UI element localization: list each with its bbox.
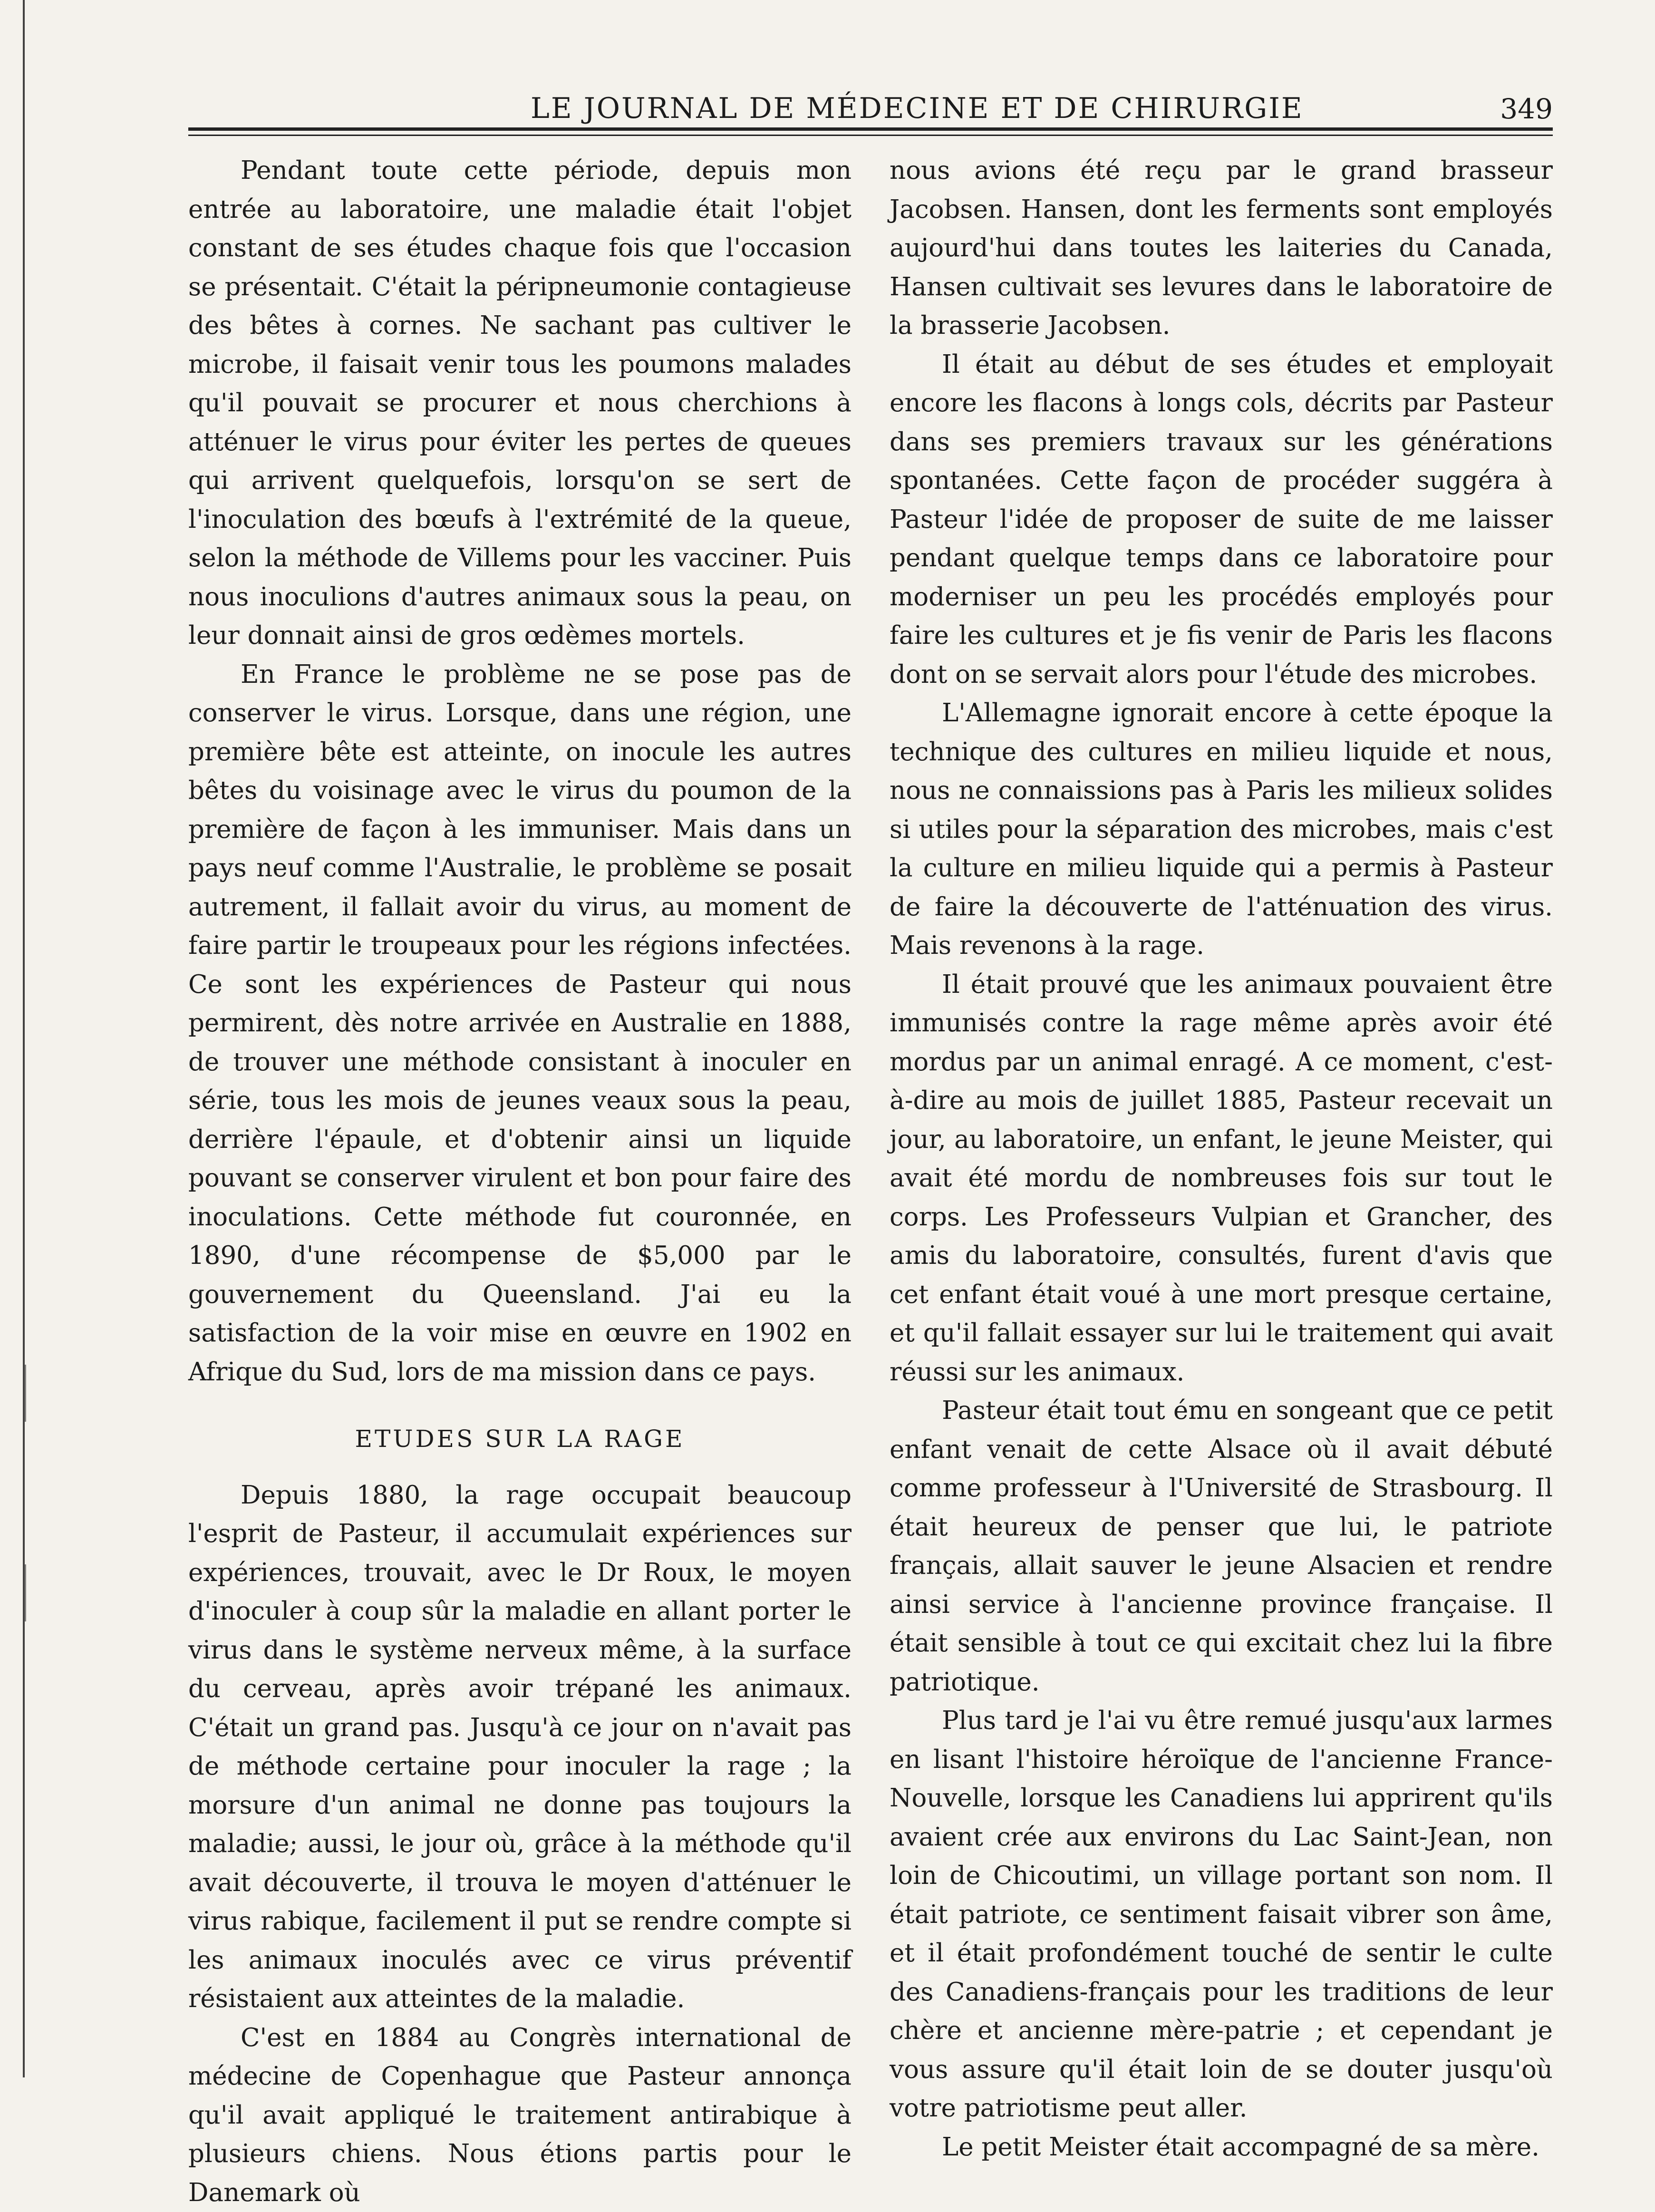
- paragraph: L'Allemagne ignorait encore à cette époque la technique des cultures en milieu liquide et nous, nous ne connaissions pas à Paris les milieux solides si utiles pour la séparation des microbes, mais c'est la culture en milieu liquide qui a permis à Pasteur de faire la découverte de l'atténuation des virus. Mais revenons à la rage.: [890, 694, 1553, 965]
- header-rule: [188, 127, 1553, 131]
- paragraph: Il était prouvé que les animaux pouvaient être immunisés contre la rage même après avoir été mordus par un animal enragé. A ce moment, c'est-à-dire au mois de juillet 1885, Pasteur recevait un jour, au laboratoire, un enfant, le jeune Meister, qui avait été mordu de nombreuses fois sur tout le corps. Les Professeurs Vulpian et Grancher, des amis du laboratoire, consultés, furent d'avis que cet enfant était voué à une mort presque certaine, et qu'il fallait essayer sur lui le traitement qui avait réussi sur les animaux.: [890, 965, 1553, 1392]
- margin-mark: [10, 1564, 26, 1621]
- running-header: [188, 88, 1553, 131]
- paragraph: nous avions été reçu par le grand brasseur Jacobsen. Hansen, dont les ferments sont employés aujourd'hui dans toutes les laiteries du Canada, Hansen cultivait ses levures dans le laboratoire de la brasserie Jacobsen.: [890, 151, 1553, 345]
- right-column: [890, 151, 1553, 2166]
- margin-mark: [10, 1365, 26, 1422]
- left-margin-rule: [23, 0, 25, 2077]
- paragraph: Pasteur était tout ému en songeant que ce petit enfant venait de cette Alsace où il avait débuté comme professeur à l'Université de Strasbourg. Il était heureux de penser que lui, le patriote français, allait sauver le jeune Alsacien et rendre ainsi service à l'ancienne province française. Il était sensible à tout ce qui excitait chez lui la fibre patriotique.: [890, 1391, 1553, 1701]
- page-number: 349: [1500, 93, 1553, 125]
- journal-title: LE JOURNAL DE MÉDECINE ET DE CHIRURGIE: [531, 92, 1304, 125]
- paragraph: Plus tard je l'ai vu être remué jusqu'aux larmes en lisant l'histoire héroïque de l'ancienne France-Nouvelle, lorsque les Canadiens lui apprirent qu'ils avaient crée aux environs du Lac Saint-Jean, non loin de Chicoutimi, un village portant son nom. Il était patriote, ce sentiment faisait vibrer son âme, et il était profondément touché de sentir le culte des Canadiens-français pour les traditions de leur chère et ancienne mère-patrie ; et cependant je vous assure qu'il était loin de se douter jusqu'où votre patriotisme peut aller.: [890, 1701, 1553, 2128]
- paragraph: Le petit Meister était accompagné de sa mère.: [890, 2128, 1553, 2167]
- paragraph: Pendant toute cette période, depuis mon entrée au laboratoire, une maladie était l'objet constant de ses études chaque fois que l'occasion se présentait. C'était la péripneumonie contagieuse des bêtes à cornes. Ne sachant pas cultiver le microbe, il faisait venir tous les poumons malades qu'il pouvait se procurer et nous cherchions à atténuer le virus pour éviter les pertes de queues qui arrivent quelquefois, lorsqu'on se sert de l'inoculation des bœufs à l'extrémité de la queue, selon la méthode de Villems pour les vacciner. Puis nous inoculions d'autres animaux sous la peau, on leur donnait ainsi de gros œdèmes mortels.: [188, 151, 852, 655]
- paragraph: C'est en 1884 au Congrès international de médecine de Copenhague que Pasteur annonça qu'il avait appliqué le traitement antirabique à plusieurs chiens. Nous étions partis pour le Danemark où: [188, 2018, 852, 2212]
- section-heading: ETUDES SUR LA RAGE: [188, 1420, 852, 1459]
- left-column: [188, 151, 852, 2212]
- paragraph: Depuis 1880, la rage occupait beaucoup l'esprit de Pasteur, il accumulait expériences sur expériences, trouvait, avec le Dr Roux, le moyen d'inoculer à coup sûr la maladie en allant porter le virus dans le système nerveux même, à la surface du cerveau, après avoir trépané les animaux. C'était un grand pas. Jusqu'à ce jour on n'avait pas de méthode certaine pour inoculer la rage ; la morsure d'un animal ne donne pas toujours la maladie; aussi, le jour où, grâce à la méthode qu'il avait découverte, il trouva le moyen d'atténuer le virus rabique, facilement il put se rendre compte si les animaux inoculés avec ce virus préventif résistaient aux atteintes de la maladie.: [188, 1476, 852, 2018]
- header-rule-thin: [188, 135, 1553, 136]
- paragraph: Il était au début de ses études et employait encore les flacons à longs cols, décrits par Pasteur dans ses premiers travaux sur les générations spontanées. Cette façon de procéder suggéra à Pasteur l'idée de proposer de suite de me laisser pendant quelque temps dans ce laboratoire pour moderniser un peu les procédés employés pour faire les cultures et je fis venir de Paris les flacons dont on se servait alors pour l'étude des microbes.: [890, 345, 1553, 694]
- paragraph: En France le problème ne se pose pas de conserver le virus. Lorsque, dans une région, une première bête est atteinte, on inocule les autres bêtes du voisinage avec le virus du poumon de la première de façon à les immuniser. Mais dans un pays neuf comme l'Australie, le problème se posait autrement, il fallait avoir du virus, au moment de faire partir le troupeaux pour les régions infectées. Ce sont les expériences de Pasteur qui nous permirent, dès notre arrivée en Australie en 1888, de trouver une méthode consistant à inoculer en série, tous les mois de jeunes veaux sous la peau, derrière l'épaule, et d'obtenir ainsi un liquide pouvant se conserver virulent et bon pour faire des inoculations. Cette méthode fut couronnée, en 1890, d'une récompense de $5,000 par le gouvernement du Queensland. J'ai eu la satisfaction de la voir mise en œuvre en 1902 en Afrique du Sud, lors de ma mission dans ce pays.: [188, 655, 852, 1392]
